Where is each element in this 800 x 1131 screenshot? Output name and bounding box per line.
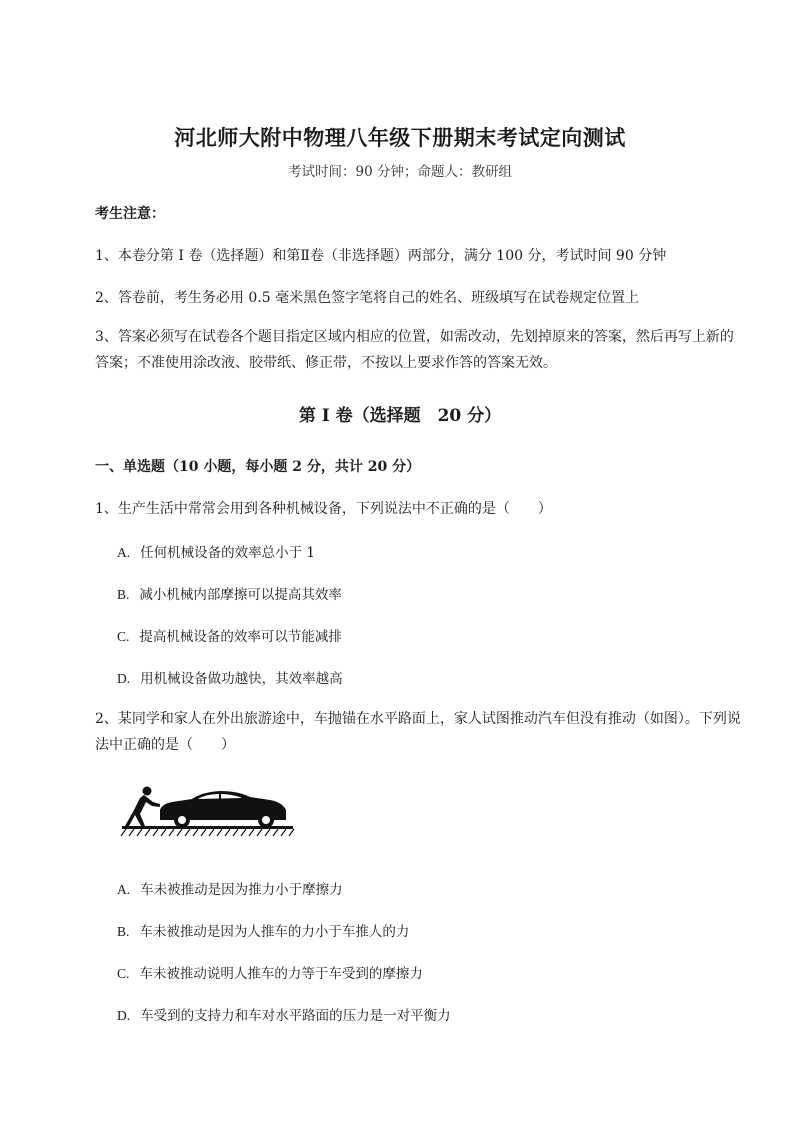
option-text: 车未被推动是因为人推车的力小于车推人的力 — [139, 924, 410, 940]
note-item: 1、本卷分第 I 卷（选择题）和第Ⅱ卷（非选择题）两部分，满分 100 分，考试时间 90 分钟 — [95, 248, 667, 264]
option-text: 提高机械设备的效率可以节能减排 — [139, 629, 342, 645]
option-key: D. — [117, 1008, 131, 1023]
option-b — [117, 920, 409, 940]
notes-heading: 考生注意： — [95, 206, 165, 222]
option-key: A. — [117, 882, 131, 897]
option-a — [117, 878, 343, 898]
section-title: 第 I 卷（选择题 20 分） — [298, 406, 502, 426]
option-b — [117, 583, 342, 603]
question-stem: 2、某同学和家人在外出旅游途中，车抛锚在水平路面上，家人试图推动汽车但没有推动（如图）。下列说法中正确的是（ ） — [95, 711, 741, 753]
option-key: C. — [117, 629, 130, 644]
note-item: 2、答卷前，考生务必用 0.5 毫米黑色签字笔将自己的姓名、班级填写在试卷规定位置上 — [95, 290, 640, 306]
option-text: 减小机械内部摩擦可以提高其效率 — [139, 587, 342, 603]
option-c — [117, 625, 342, 645]
option-key: A. — [117, 545, 131, 560]
option-key: C. — [117, 966, 130, 981]
option-text: 车未被推动是因为推力小于摩擦力 — [140, 882, 343, 898]
person-pushing-car-icon — [120, 780, 295, 838]
option-c — [117, 962, 423, 982]
option-text: 任何机械设备的效率总小于 1 — [140, 545, 316, 561]
option-key: B. — [117, 587, 130, 602]
question-stem: 1、生产生活中常常会用到各种机械设备，下列说法中不正确的是（ ） — [95, 501, 552, 517]
exam-info: 考试时间：90 分钟；命题人：教研组 — [288, 164, 512, 180]
option-a — [117, 541, 315, 561]
option-key: D. — [117, 671, 131, 686]
option-text: 用机械设备做功越快，其效率越高 — [140, 671, 343, 687]
option-text: 车未被推动说明人推车的力等于车受到的摩擦力 — [139, 966, 423, 982]
option-d — [117, 667, 343, 687]
note-item: 3、答案必须写在试卷各个题目指定区域内相应的位置，如需改动，先划掉原来的答案，然后再写上新的答案；不准使用涂改液、胶带纸、修正带，不按以上要求作答的答案无效。 — [95, 329, 734, 371]
part-heading: 一、单选题（10 小题，每小题 2 分，共计 20 分） — [95, 459, 421, 475]
page-title: 河北师大附中物理八年级下册期末考试定向测试 — [174, 125, 626, 150]
option-d — [117, 1004, 451, 1024]
option-key: B. — [117, 924, 130, 939]
option-text: 车受到的支持力和车对水平路面的压力是一对平衡力 — [140, 1008, 451, 1024]
